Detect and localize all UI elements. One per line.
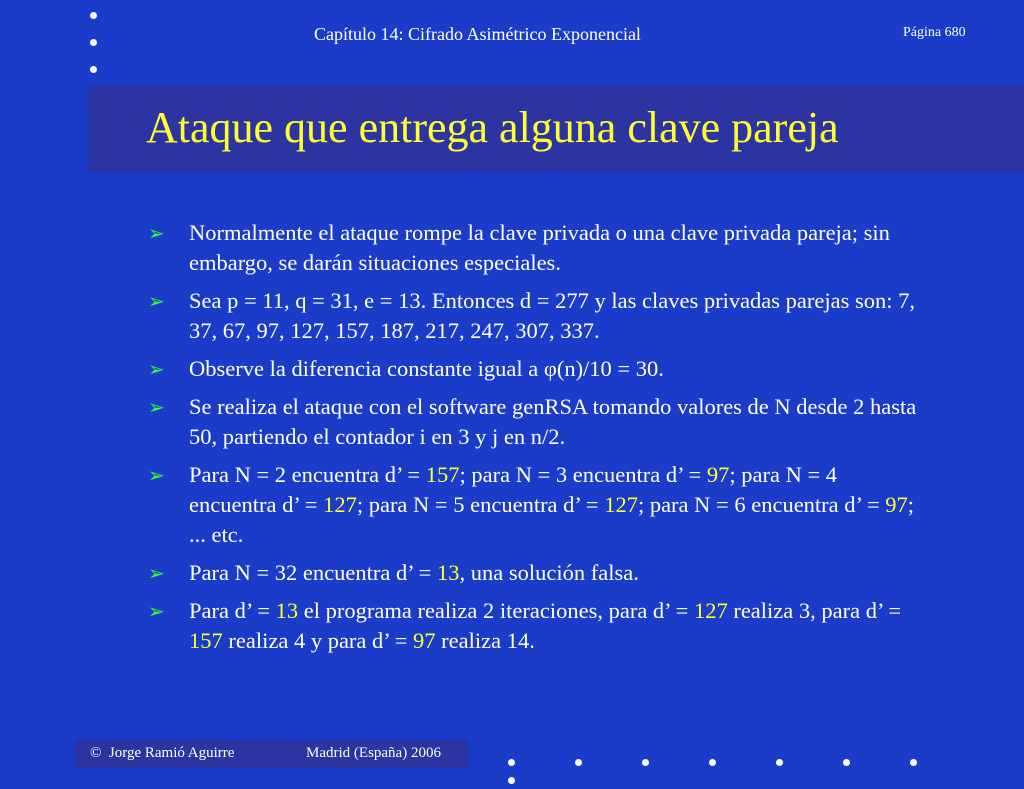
dot bbox=[776, 759, 783, 766]
highlight-value: 13 bbox=[437, 560, 460, 585]
bullet-item bbox=[148, 460, 928, 550]
footer-author bbox=[90, 745, 234, 762]
arrow-right-icon: ➢ bbox=[148, 561, 165, 585]
author-name: Jorge Ramió Aguirre bbox=[108, 745, 235, 761]
copyright-icon: © bbox=[90, 745, 102, 761]
bullet-item bbox=[148, 558, 928, 588]
highlight-value: 97 bbox=[706, 462, 730, 487]
highlight-value: 127 bbox=[604, 492, 638, 517]
dot bbox=[90, 66, 97, 73]
highlight-value: 97 bbox=[413, 628, 436, 653]
text-segment: ; para N = 3 encuentra d’ = bbox=[459, 462, 707, 487]
text-segment: ; ... etc. bbox=[189, 492, 915, 547]
text-segment: , una solución falsa. bbox=[459, 560, 639, 585]
bullet-item bbox=[148, 286, 928, 346]
dot bbox=[508, 759, 515, 766]
highlight-value: 13 bbox=[275, 598, 299, 623]
highlight-value: 97 bbox=[885, 492, 908, 517]
text-segment: Para d’ = bbox=[189, 598, 276, 623]
arrow-right-icon: ➢ bbox=[148, 289, 165, 313]
text-segment: ; para N = 5 encuentra d’ = bbox=[356, 492, 605, 517]
bullet-item bbox=[148, 354, 928, 384]
chapter-header: Capítulo 14: Cifrado Asimétrico Exponencial bbox=[314, 24, 641, 44]
text-segment: el programa realiza 2 iteraciones, para d’ = bbox=[298, 598, 694, 623]
bullet-text: Observe la diferencia constante igual a φ(n)/10 = 30. bbox=[189, 356, 664, 381]
bullet-list bbox=[148, 218, 928, 664]
text-segment: realiza 4 y para d’ = bbox=[222, 628, 414, 653]
footer-place: Madrid (España) 2006 bbox=[306, 745, 441, 761]
dot bbox=[843, 759, 850, 766]
decorative-dots-bottom bbox=[508, 753, 1024, 789]
decorative-dots-top-left bbox=[87, 12, 101, 93]
bullet-text: Sea p = 11, q = 31, e = 13. Entonces d = 277 y las claves privadas parejas son: 7, 37, 67, 97, 127, 157, 187, 217, 247, 307, 337. bbox=[189, 288, 916, 343]
bullet-item bbox=[148, 392, 928, 452]
bullet-item bbox=[148, 596, 928, 656]
dot bbox=[642, 759, 649, 766]
arrow-right-icon: ➢ bbox=[148, 221, 165, 245]
bullet-text bbox=[189, 560, 639, 585]
arrow-right-icon: ➢ bbox=[148, 463, 165, 487]
highlight-value: 127 bbox=[693, 598, 728, 623]
text-segment: realiza 14. bbox=[435, 628, 535, 653]
dot bbox=[910, 759, 917, 766]
highlight-value: 157 bbox=[425, 462, 460, 487]
dot bbox=[90, 39, 97, 46]
text-segment: ; para N = 6 encuentra d’ = bbox=[637, 492, 886, 517]
bullet-item bbox=[148, 218, 928, 278]
slide-title: Ataque que entrega alguna clave pareja bbox=[146, 103, 839, 152]
text-segment: realiza 3, para d’ = bbox=[727, 598, 902, 623]
text-segment: Para N = 32 encuentra d’ = bbox=[189, 560, 437, 585]
dot bbox=[575, 759, 582, 766]
arrow-right-icon: ➢ bbox=[148, 357, 165, 381]
dot bbox=[709, 759, 716, 766]
arrow-right-icon: ➢ bbox=[148, 395, 165, 419]
highlight-value: 157 bbox=[189, 628, 223, 653]
bullet-text: Se realiza el ataque con el software genRSA tomando valores de N desde 2 hasta 50, partiendo el contador i en 3 y j en n/2. bbox=[189, 394, 917, 449]
text-segment: ; para N = 4 encuentra d’ = bbox=[189, 462, 838, 517]
bullet-text bbox=[189, 598, 901, 653]
bullet-text bbox=[189, 462, 914, 547]
page-number: Página 680 bbox=[903, 25, 966, 40]
bullet-text: Normalmente el ataque rompe la clave privada o una clave privada pareja; sin embargo, se darán situaciones especiales. bbox=[189, 220, 890, 275]
dot bbox=[90, 12, 97, 19]
highlight-value: 127 bbox=[323, 492, 357, 517]
text-segment: Para N = 2 encuentra d’ = bbox=[189, 462, 426, 487]
arrow-right-icon: ➢ bbox=[148, 599, 165, 623]
dot bbox=[508, 777, 515, 784]
